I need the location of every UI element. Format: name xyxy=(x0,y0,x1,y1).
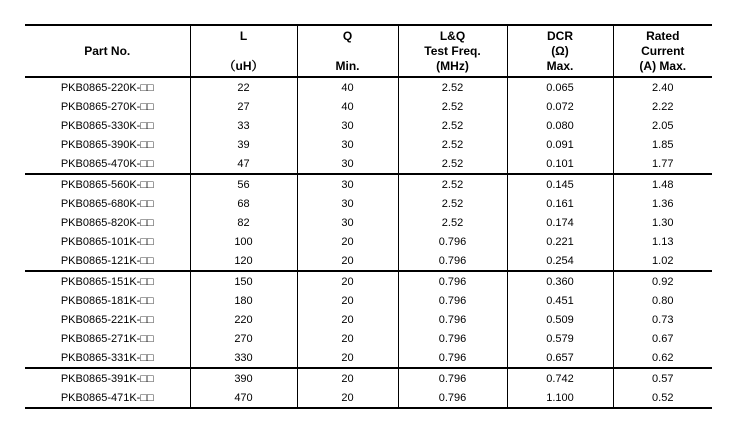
cell-part-no: PKB0865-121K-□□ xyxy=(60,254,154,267)
cell-inductance: 390 xyxy=(190,368,297,388)
cell-part-no: PKB0865-391K-□□ xyxy=(25,368,190,388)
cell-q-min: 20 xyxy=(297,291,398,310)
cell-rated-current: 1.48 xyxy=(613,174,712,194)
cell-test-freq: 2.52 xyxy=(398,154,507,174)
table-row xyxy=(25,251,712,271)
cell-part-no: PKB0865-820K-□□ xyxy=(60,216,154,229)
table-row xyxy=(25,194,712,213)
col-header-test-freq-unit: (MHz) xyxy=(436,58,469,73)
cell-test-freq: 0.796 xyxy=(398,291,507,310)
cell-inductance: 33 xyxy=(190,116,297,135)
cell-test-freq: 0.796 xyxy=(398,251,507,271)
cell-dcr-max: 0.091 xyxy=(507,135,613,154)
cell-rated-current: 0.57 xyxy=(613,368,712,388)
col-header-rated-line2: Current xyxy=(641,43,685,58)
cell-dcr-max: 0.742 xyxy=(507,368,613,388)
table-row xyxy=(25,213,712,232)
table-row xyxy=(25,135,712,154)
table-row xyxy=(25,174,712,194)
cell-inductance: 120 xyxy=(190,251,297,271)
col-header-inductance-unit: （uH） xyxy=(223,58,264,73)
col-header-rated-unit-max: (A) Max. xyxy=(639,58,687,73)
table-row xyxy=(25,116,712,135)
col-header-part-no xyxy=(25,25,190,77)
col-header-test-freq xyxy=(398,25,507,77)
cell-q-min: 30 xyxy=(297,174,398,194)
cell-dcr-max: 0.221 xyxy=(507,232,613,251)
cell-dcr-max: 1.100 xyxy=(507,388,613,408)
table-row xyxy=(25,77,712,97)
col-header-part-no-label: Part No. xyxy=(84,44,131,58)
cell-part-no: PKB0865-470K-□□ xyxy=(60,157,154,170)
cell-test-freq: 2.52 xyxy=(398,97,507,116)
cell-rated-current: 0.62 xyxy=(613,348,712,368)
table-row xyxy=(25,388,712,408)
cell-test-freq: 0.796 xyxy=(398,310,507,329)
cell-test-freq: 2.52 xyxy=(398,174,507,194)
cell-test-freq: 0.796 xyxy=(398,388,507,408)
cell-test-freq: 0.796 xyxy=(398,232,507,251)
cell-test-freq: 2.52 xyxy=(398,77,507,97)
inductor-spec-table xyxy=(25,24,712,409)
col-header-dcr-unit: (Ω) xyxy=(551,43,569,58)
cell-test-freq: 0.796 xyxy=(398,368,507,388)
cell-test-freq: 2.52 xyxy=(398,135,507,154)
cell-rated-current: 1.02 xyxy=(613,251,712,271)
cell-inductance: 180 xyxy=(190,291,297,310)
cell-part-no: PKB0865-151K-□□ xyxy=(25,271,190,291)
col-header-dcr xyxy=(507,25,613,77)
col-header-q-min: Min. xyxy=(335,58,360,73)
col-header-test-freq-line1: L&Q xyxy=(439,28,466,43)
cell-test-freq: 0.796 xyxy=(398,329,507,348)
cell-q-min: 30 xyxy=(297,135,398,154)
cell-dcr-max: 0.579 xyxy=(507,329,613,348)
cell-q-min: 20 xyxy=(297,232,398,251)
cell-rated-current: 1.77 xyxy=(613,154,712,174)
cell-inductance: 68 xyxy=(190,194,297,213)
cell-part-no: PKB0865-181K-□□ xyxy=(60,294,154,307)
cell-part-no: PKB0865-101K-□□ xyxy=(60,235,154,248)
cell-inductance: 330 xyxy=(190,348,297,368)
cell-inductance: 39 xyxy=(190,135,297,154)
cell-dcr-max: 0.065 xyxy=(507,77,613,97)
cell-test-freq: 2.52 xyxy=(398,116,507,135)
cell-rated-current: 0.67 xyxy=(613,329,712,348)
cell-q-min: 30 xyxy=(297,154,398,174)
cell-rated-current: 0.73 xyxy=(613,310,712,329)
cell-q-min: 40 xyxy=(297,97,398,116)
cell-dcr-max: 0.072 xyxy=(507,97,613,116)
cell-q-min: 30 xyxy=(297,116,398,135)
cell-q-min: 20 xyxy=(297,388,398,408)
cell-test-freq: 0.796 xyxy=(398,271,507,291)
col-header-rated-current xyxy=(613,25,712,77)
table-row xyxy=(25,348,712,368)
cell-rated-current: 0.52 xyxy=(613,388,712,408)
cell-inductance: 27 xyxy=(190,97,297,116)
cell-rated-current: 2.05 xyxy=(613,116,712,135)
col-header-dcr-line1: DCR xyxy=(547,28,573,43)
header-row xyxy=(25,25,712,77)
col-header-q xyxy=(297,25,398,77)
cell-part-no: PKB0865-560K-□□ xyxy=(25,174,190,194)
cell-rated-current: 1.36 xyxy=(613,194,712,213)
cell-part-no: PKB0865-390K-□□ xyxy=(60,138,154,151)
cell-inductance: 470 xyxy=(190,388,297,408)
cell-q-min: 20 xyxy=(297,251,398,271)
cell-inductance: 270 xyxy=(190,329,297,348)
cell-rated-current: 2.40 xyxy=(613,77,712,97)
table-row xyxy=(25,310,712,329)
cell-rated-current: 1.30 xyxy=(613,213,712,232)
cell-rated-current: 0.92 xyxy=(613,271,712,291)
table-row xyxy=(25,271,712,291)
col-header-rated-line1: Rated xyxy=(646,28,680,43)
cell-rated-current: 2.22 xyxy=(613,97,712,116)
table-row xyxy=(25,97,712,116)
table-row xyxy=(25,232,712,251)
cell-test-freq: 2.52 xyxy=(398,213,507,232)
cell-q-min: 20 xyxy=(297,271,398,291)
cell-q-min: 20 xyxy=(297,368,398,388)
col-header-inductance-symbol: L xyxy=(239,28,248,43)
cell-inductance: 150 xyxy=(190,271,297,291)
cell-dcr-max: 0.451 xyxy=(507,291,613,310)
cell-q-min: 30 xyxy=(297,194,398,213)
cell-dcr-max: 0.254 xyxy=(507,251,613,271)
cell-dcr-max: 0.145 xyxy=(507,174,613,194)
col-header-dcr-max: Max. xyxy=(546,58,574,73)
cell-dcr-max: 0.080 xyxy=(507,116,613,135)
cell-dcr-max: 0.657 xyxy=(507,348,613,368)
cell-inductance: 220 xyxy=(190,310,297,329)
cell-dcr-max: 0.360 xyxy=(507,271,613,291)
cell-inductance: 47 xyxy=(190,154,297,174)
table-row xyxy=(25,291,712,310)
cell-part-no: PKB0865-220K-□□ xyxy=(60,81,154,94)
cell-dcr-max: 0.101 xyxy=(507,154,613,174)
cell-part-no: PKB0865-331K-□□ xyxy=(60,351,154,364)
cell-part-no: PKB0865-471K-□□ xyxy=(60,391,154,404)
cell-q-min: 40 xyxy=(297,77,398,97)
cell-inductance: 22 xyxy=(190,77,297,97)
cell-dcr-max: 0.174 xyxy=(507,213,613,232)
cell-q-min: 20 xyxy=(297,348,398,368)
cell-rated-current: 1.13 xyxy=(613,232,712,251)
cell-part-no: PKB0865-221K-□□ xyxy=(60,313,154,326)
cell-test-freq: 0.796 xyxy=(398,348,507,368)
cell-part-no: PKB0865-270K-□□ xyxy=(60,100,154,113)
cell-part-no: PKB0865-330K-□□ xyxy=(60,119,154,132)
cell-q-min: 20 xyxy=(297,310,398,329)
cell-inductance: 100 xyxy=(190,232,297,251)
table-row xyxy=(25,329,712,348)
col-header-inductance xyxy=(190,25,297,77)
cell-inductance: 56 xyxy=(190,174,297,194)
col-header-q-symbol: Q xyxy=(342,28,353,43)
cell-dcr-max: 0.509 xyxy=(507,310,613,329)
cell-q-min: 20 xyxy=(297,329,398,348)
cell-rated-current: 0.80 xyxy=(613,291,712,310)
table-row xyxy=(25,154,712,174)
cell-dcr-max: 0.161 xyxy=(507,194,613,213)
cell-q-min: 30 xyxy=(297,213,398,232)
cell-test-freq: 2.52 xyxy=(398,194,507,213)
table-row xyxy=(25,368,712,388)
cell-inductance: 82 xyxy=(190,213,297,232)
col-header-test-freq-line2: Test Freq. xyxy=(424,43,481,58)
cell-part-no: PKB0865-680K-□□ xyxy=(60,197,154,210)
cell-rated-current: 1.85 xyxy=(613,135,712,154)
cell-part-no: PKB0865-271K-□□ xyxy=(60,332,154,345)
